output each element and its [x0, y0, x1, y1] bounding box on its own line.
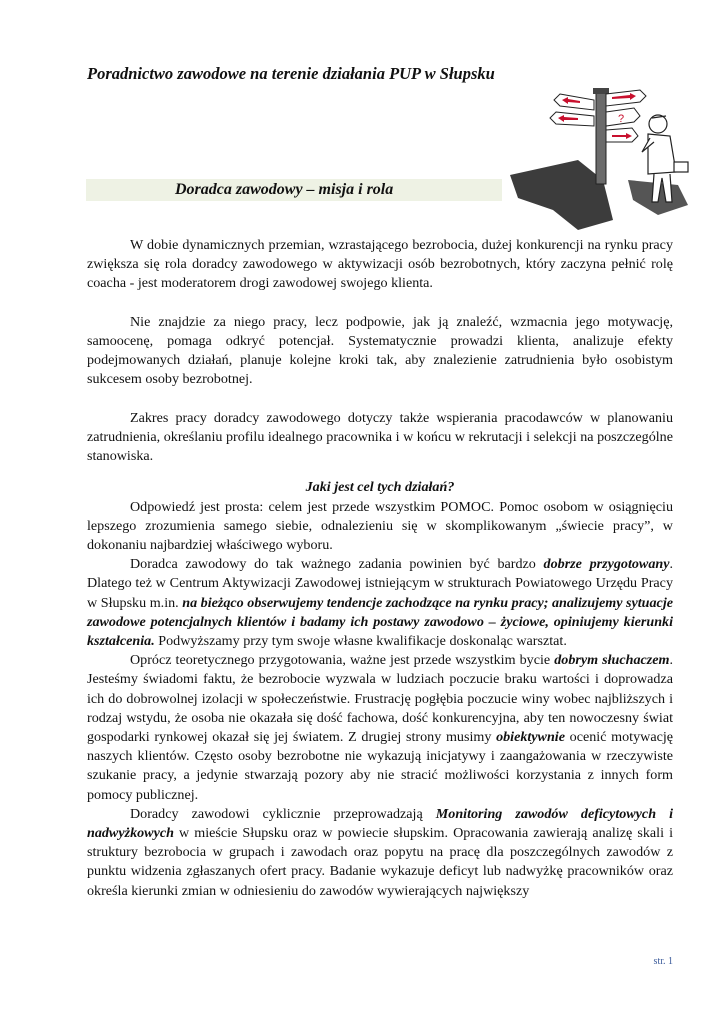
man-body	[648, 134, 676, 174]
signpost-question-mark: ?	[618, 113, 625, 125]
signpost-man-icon	[508, 80, 713, 230]
body-text	[87, 236, 673, 901]
paragraph-5-text: Doradca zawodowy do tak ważnego zadania powinien być bardzo	[130, 556, 544, 573]
briefcase-icon	[674, 162, 688, 172]
paragraph-7-text: Doradcy zawodowi cyklicznie przeprowadzają	[130, 805, 436, 822]
paragraph-6-text: ocenić motywację naszych klientów. Często osoby bezrobotne nie wykazują inicjatywy i zaangażowania w rzeczywiste szukanie pracy, a jedynie stwarzają pozory aby nie stracić możliwości korzystania z innych form pomocy publicznej.	[87, 729, 673, 803]
paragraph-1: W dobie dynamicznych przemian, wzrastającego bezrobocia, dużej konkurencji na rynku pracy zwiększa się rola doradcy zawodowego w aktywizacji osób bezrobotnych, który zaczyna pełnić rolę coacha - jest moderatorem drogi zawodowej swojego klienta.	[87, 237, 673, 292]
paragraph-7-text: w mieście Słupsku oraz w powiecie słupskim. Opracowania zawierają analizę skali i struktury bezrobocia w grupach i zawodach oraz popytu na pracę dla poszczególnych zawodów z punktu widzenia zgłaszanych ofert pracy. Badanie wykazuje deficyt lub nadwyżkę pracowników oraz określa kierunki zmian w odniesieniu do zawodów wywierających największy	[87, 825, 673, 899]
paragraph-6-text: . Jesteśmy świadomi faktu, że bezrobocie wyzwala w ludziach poczucie braku wartości i doprowadza ich do dobrowolnej izolacji w społeczeństwie. Frustrację pogłębia poczucie winy wobec najbliższych i rodzaj wstydu, że osoba nie okazała się dość fachowa, dość konkurencyjna, aby ten nowoczesny świat gospodarki rynkowej okazał się jej światem. Z drugiej strony musimy	[87, 652, 673, 746]
paragraph-7-emphasis: Monitoring zawodów deficytowych i nadwyżkowych	[87, 805, 673, 842]
paragraph-5	[87, 555, 673, 651]
question-heading: Jaki jest cel tych działań?	[305, 479, 455, 496]
page-number: str. 1	[653, 956, 673, 967]
paragraph-5-emphasis: dobrze przygotowany	[543, 556, 670, 573]
paragraph-3: Zakres pracy doradcy zawodowego dotyczy także wspierania pracodawców w planowaniu zatrudnienia, określaniu profilu idealnego pracownika i w końcu w rekrutacji i selekcji na poszczególne stanowiska.	[87, 409, 673, 465]
signpost-pole	[596, 92, 606, 184]
paragraph-5-emphasis: na bieżąco obserwujemy tendencje zachodzące na rynku pracy; analizujemy sytuacje zawodowe potencjalnych klientów i badamy ich postawy zawodowo – życiowe, opiniujemy kierunki kształcenia.	[87, 594, 673, 650]
paragraph-6-emphasis: dobrym słuchaczem	[554, 652, 670, 669]
paragraph-5-text: . Dlatego też w Centrum Aktywizacji Zawodowej istniejącym w strukturach Powiatowego Urzędu Pracy w Słupsku m.in.	[87, 556, 673, 611]
paragraph-6-emphasis: obiektywnie	[496, 729, 565, 746]
paragraph-4: Odpowiedź jest prosta: celem jest przede wszystkim POMOC. Pomoc osobom w osiągnięciu lepszego zrozumienia samego siebie, odnalezieniu się w skomplikowanym „świecie pracy”, w dokonaniu najbardziej właściwego wyboru.	[87, 498, 673, 554]
paragraph-6	[87, 651, 673, 805]
paragraph-6-text: Oprócz teoretycznego przygotowania, ważne jest przede wszystkim bycie	[130, 652, 555, 669]
page-title: Poradnictwo zawodowe na terenie działania PUP w Słupsku	[87, 64, 495, 83]
section-title: Doradca zawodowy – misja i rola	[175, 181, 394, 198]
paragraph-2: Nie znajdzie za niego pracy, lecz podpowie, jak ją znaleźć, wzmacnia jego motywację, samoocenę, pomaga odkryć potencjał. Systematycznie prowadzi klienta, analizuje efekty podejmowanych działań, planuje kolejne kroki tak, aby znalezienie zatrudnienia było osobistym sukcesem osoby bezrobotnej.	[87, 313, 673, 388]
paragraph-5-text: Podwyższamy przy tym swoje własne kwalifikacje doskonaląc warsztat.	[154, 633, 567, 650]
paragraph-7	[87, 805, 673, 901]
